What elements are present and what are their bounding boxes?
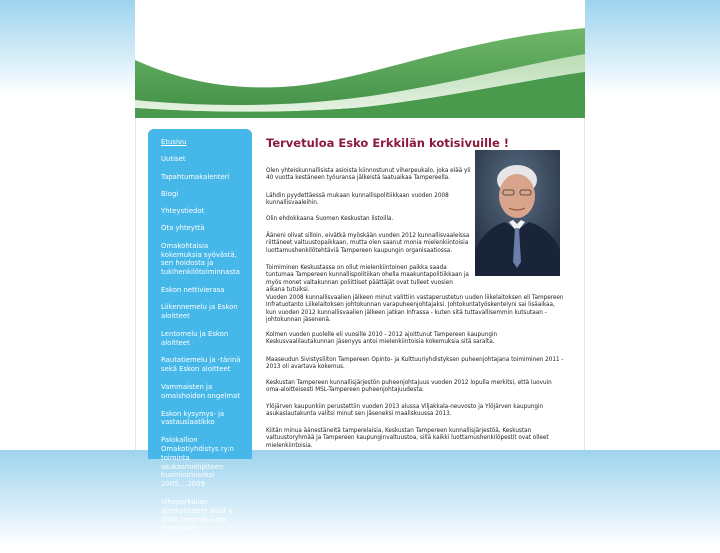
nav-item-blogi[interactable]: Blogi bbox=[161, 189, 179, 198]
nav-item-liikennemelu[interactable]: Liikennemelu ja Eskon aloitteet bbox=[161, 303, 238, 321]
nav-item-muuta[interactable]: Muuta mielenkiintoista bbox=[161, 542, 240, 551]
sidebar-nav bbox=[148, 129, 252, 551]
nav-item-rautatiemelu[interactable]: Rautatiemelu ja -tärinä sekä Eskon aloitteet bbox=[161, 356, 241, 374]
paragraph-viljakkala: Ylöjärven kaupunkiin perustettiin vuoden 2013 alussa Viljakkala-neuvosto ja Ylöjärven kaupungin asukaslautakunta valitsi minut sen jäseneksi maaliskuussa 2013. bbox=[266, 404, 544, 418]
content-area bbox=[135, 118, 585, 551]
nav-item-kysymyslaatikko[interactable]: Eskon kysymys- ja vastauslaatikko bbox=[161, 409, 225, 427]
nav-item-viheperkalio[interactable]: Viheperkalion ajankohtaiset asiat v. 2009 tammikuusta eteenpäin bbox=[161, 498, 235, 533]
paragraph-ehdokkuus: Olin ehdokkaana Suomen Keskustan listoilla. bbox=[266, 216, 394, 222]
nav-item-tapahtumakalenteri[interactable]: Tapahtumakalenteri bbox=[161, 172, 230, 181]
nav-item-ota-yhteytta[interactable]: Ota yhteyttä bbox=[161, 224, 205, 233]
nav-item-uutiset[interactable]: Uutiset bbox=[161, 155, 186, 164]
nav-item-etusivu[interactable]: Etusivu bbox=[161, 138, 187, 146]
paragraph-msl: Maaseudun Sivistysliiton Tampereen Opinto- ja Kulttuuriyhdistyksen puheenjohtajana toimiminen 2011 - 2013 oli avartava kokemus. bbox=[266, 357, 564, 371]
page-title: Tervetuloa Esko Erkkilän kotisivuille ! bbox=[266, 136, 509, 150]
nav-item-yhteystiedot[interactable]: Yhteystiedot bbox=[161, 207, 205, 216]
paragraph-aanet: Ääneni olivat silloin, eivätkä myöskään vuoden 2012 kunnallisvaaleissa riittäneet valtuustopaikkaan, mutta olen saanut monia mielenkiintoisia luottamushenkilötehtäviä Tampereen kaupungin organisaatiossa. bbox=[266, 233, 470, 254]
portrait-photo bbox=[475, 150, 560, 276]
nav-item-nettivieraat[interactable]: Eskon nettivierasa bbox=[161, 285, 225, 294]
nav-item-palokallio[interactable]: Palokallion Omakotiyhdistys ry:n toiminta asukasmielipiteen huomioimiseksi 2005....2009 bbox=[161, 436, 234, 489]
paragraph-puheenjohtajuus: Keskustan Tampereen kunnallisjärjestön puheenjohtajuus vuoden 2012 lopulla merkitsi, että luovuin oma-aloitteisesti MSL-Tampereen puheenjohtajuudesta. bbox=[266, 380, 552, 394]
paragraph-intro: Olen yhteiskunnallisista asioista kiinnostunut viherpeukalo, joka elää yli 40 vuotta kestäneen työuransa jälkeistä laatuaikaa Tampereella. bbox=[266, 168, 471, 182]
paragraph-vaalilautakunta: Kolmen vuoden puolelle eli vuosille 2010 - 2012 ajoittunut Tampereen kaupungin Keskusvaalilautakunnan jäsenyys antoi mielenkiintoisia kokemuksia sitä saralta. bbox=[266, 332, 498, 346]
nav-item-syopa-kokemukset[interactable]: Omakohtaisia kokemuksia syövästä, sen hoidosta ja tukihenkilötoiminnasta bbox=[161, 241, 240, 277]
paragraph-kunnallispolitiikka: Lähdin pyydettäessä mukaan kunnallispolitiikkaan vuoden 2008 kunnallisvaaleihin. bbox=[266, 193, 449, 207]
header-banner bbox=[135, 0, 585, 118]
banner-wave-graphic bbox=[135, 0, 585, 118]
paragraph-infra: Vuoden 2008 kunnallisvaalien jälkeen minut valittiin vastaperustetun uuden liikelaitoksen eli Tampereen Infratuotanto Liikelaitoksen johtokunnan varapuheenjohtajaksi. Johtokuntatyöskentelyni sai lisäaikaa, kun vuoden 2012 kunnallisvaalien jälkeen jatkan Infrassa - kuten sitä tuttavallisemmin kutsutaan - johtokunnan jäsenenä. bbox=[266, 295, 564, 323]
paragraph-keskusta: Toimiminen Keskustassa on ollut mielenkiintoinen paikka saada tuntumaa Tampereen kunnallispolitiikan ohella maakuntapolitiikkaan ja myös monet valtakunnan poliittiset päättäjät ovat tulleet vuosien aikana tutuiksi. bbox=[266, 265, 469, 293]
portrait-image bbox=[475, 150, 560, 276]
page-container bbox=[135, 0, 585, 551]
main-content bbox=[266, 136, 566, 452]
nav-item-lentomelu[interactable]: Lentomelu ja Eskon aloitteet bbox=[161, 329, 229, 347]
nav-item-vammaiset-omaishoito[interactable]: Vammaisten ja omaishoidon ongelmat bbox=[161, 383, 241, 400]
paragraph-kiitos: Kiitän minua äänestäneitä tamperelaisia, Keskustan Tampereen kunnallisjärjestöä, Keskustan valtuustoryhmää ja Tampereen kaupunginvaltuustoa, sillä kaikki luottamushenkilöpestit ovat olleet mielenkiintoisia. bbox=[266, 428, 549, 449]
